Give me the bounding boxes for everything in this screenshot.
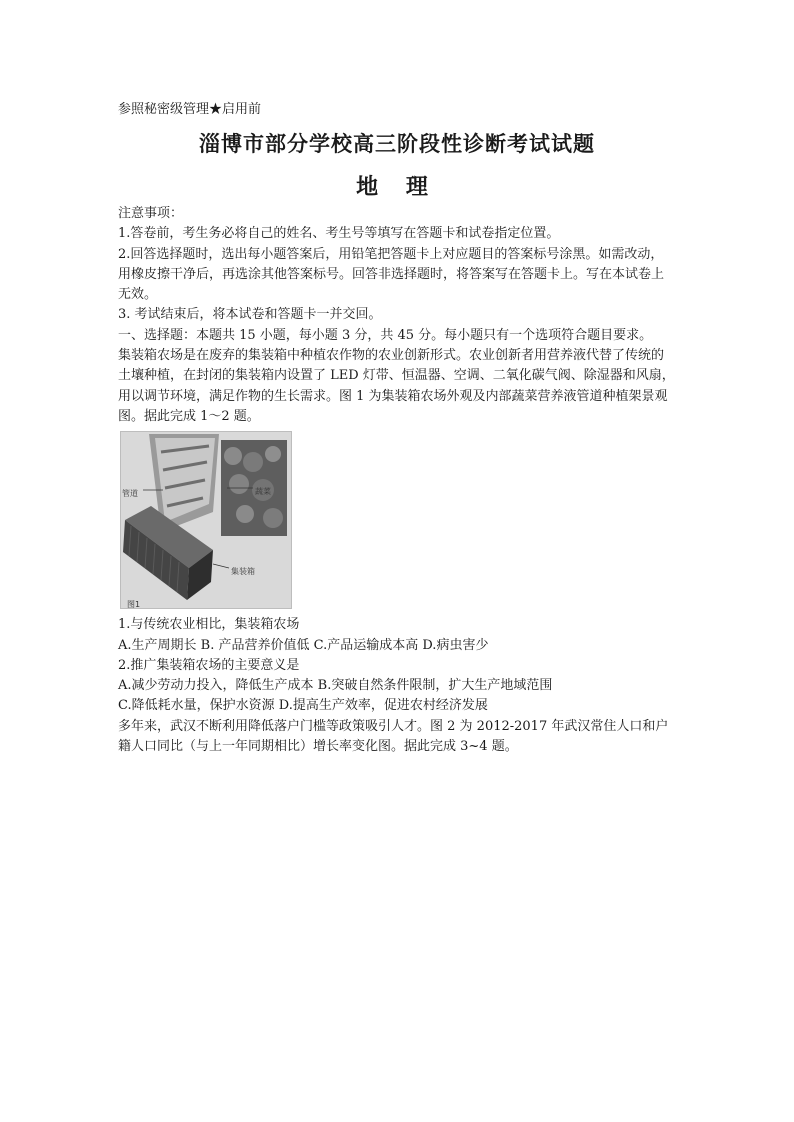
question-2-options-cd: C.降低耗水量，保护水资源 D.提高生产效率，促进农村经济发展 (118, 698, 488, 714)
subject-title: 地 理 (356, 174, 438, 200)
instruction-item-1: 1.答卷前，考生务必将自己的姓名、考生号等填写在答题卡和试卷指定位置。 (118, 226, 560, 242)
figure-label-container: 集装箱 (231, 567, 255, 577)
exam-title: 淄博市部分学校高三阶段性诊断考试试题 (199, 131, 595, 156)
passage-container-farm: 集装箱农场是在废弃的集装箱中种植农作物的农业创新形式。农业创新者用营养液代替了传统的土壤种植，在封闭的集装箱内设置了 LED 灯带、恒温器、空调、二氧化碳气阀、除湿器和风扇，用以调节环境，满足作物的生长需求。图 1 为集装箱农场外观及内部蔬菜营养液管道种植架景观图。据此完成 1～2 题。 (118, 348, 675, 424)
confidentiality-note: 参照秘密级管理★启用前 (118, 102, 262, 117)
figure-container-farm (120, 431, 292, 609)
figure-caption: 图1 (127, 600, 141, 610)
question-2-options-ab: A.减少劳动力投入，降低生产成本 B.突破自然条件限制，扩大生产地域范围 (118, 678, 553, 694)
question-1-stem: 1.与传统农业相比，集装箱农场 (118, 617, 300, 633)
passage-wuhan-population: 多年来，武汉不断利用降低落户门槛等政策吸引人才。图 2 为 2012-2017 年武汉常住人口和户籍人口同比（与上一年同期相比）增长率变化图。据此完成 3~4 题。 (118, 718, 669, 755)
figure-label-vegetable: 蔬菜 (255, 487, 271, 497)
instructions-heading: 注意事项： (118, 206, 184, 221)
question-1-options: A.生产周期长 B. 产品营养价值低 C.产品运输成本高 D.病虫害少 (118, 637, 489, 653)
instruction-item-3: 3. 考试结束后，将本试卷和答题卡一并交回。 (118, 307, 382, 323)
container-farm-photo (121, 432, 291, 608)
instruction-item-2: 2.回答选择题时，选出每小题答案后，用铅笔把答题卡上对应题目的答案标号涂黑。如需改动，用橡皮擦干净后，再选涂其他答案标号。回答非选择题时，将答案写在答题卡上。写在本试卷上无效。 (118, 246, 665, 303)
question-2-stem: 2.推广集装箱农场的主要意义是 (118, 657, 300, 673)
figure-label-pipe: 管道 (122, 489, 138, 499)
section-heading: 一、选择题：本题共 15 小题，每小题 3 分，共 45 分。每小题只有一个选项符合题目要求。 (118, 327, 653, 343)
exam-body (118, 204, 676, 757)
